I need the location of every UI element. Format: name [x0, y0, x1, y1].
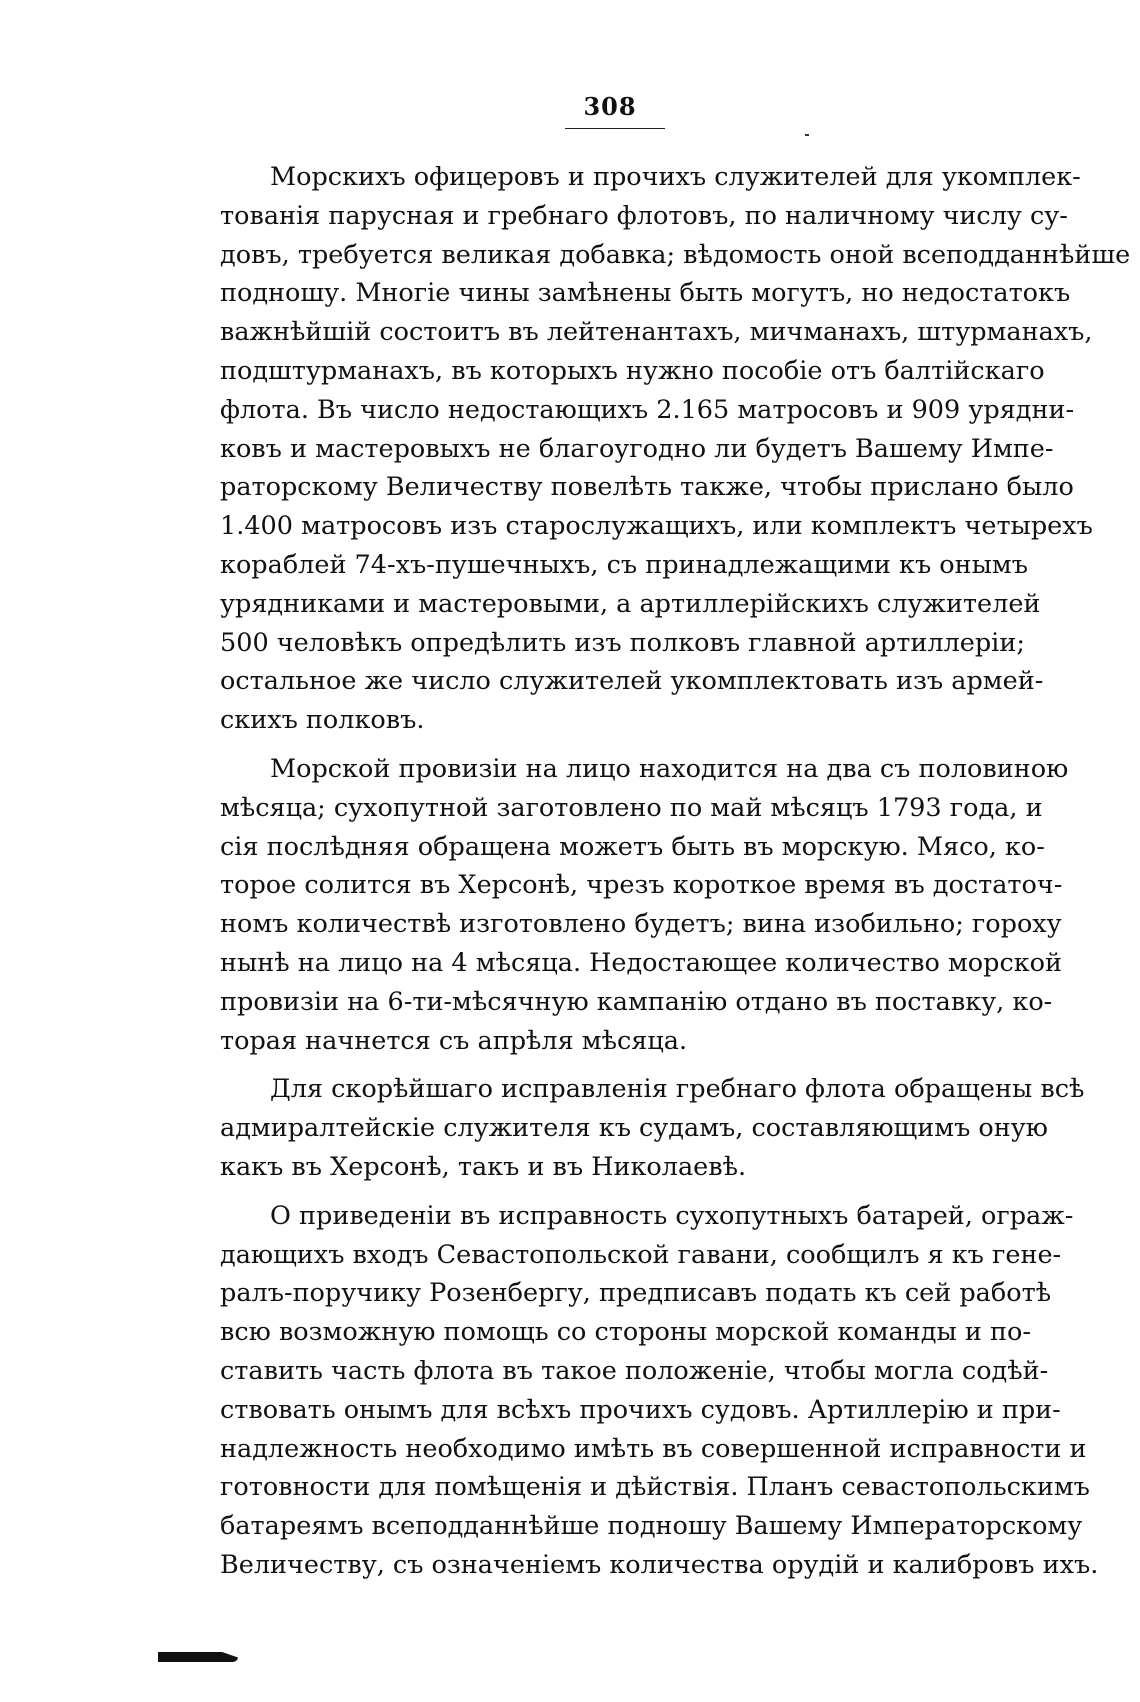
paragraph-1-line: раторскому Величеству повелѣть также, чтобы прислано было — [220, 472, 1074, 503]
paragraph-1-line: довъ, требуется великая добавка; вѣдомость оной всеподданнѣйше — [220, 239, 1131, 270]
paragraph-1-line: ковъ и мастеровыхъ не благоугодно ли будетъ Вашему Импе- — [220, 433, 1054, 464]
paragraph-1-line: флота. Въ число недостающихъ 2.165 матросовъ и 909 урядни- — [220, 394, 1075, 425]
paragraph-1-line: подштурманахъ, въ которыхъ нужно пособіе отъ балтійскаго — [220, 355, 1045, 386]
print-speck — [805, 134, 809, 136]
paragraph-2-line: сія послѣдняя обращена можетъ быть въ морскую. Мясо, ко- — [220, 831, 1045, 862]
paragraph-4-line: батареямъ всеподданнѣйше подношу Вашему Императорскому — [220, 1511, 1083, 1542]
paragraph-4-line: надлежность необходимо имѣть въ совершенной исправности и — [220, 1433, 1087, 1464]
paragraph-4-line: дающихъ входъ Севастопольской гавани, сообщилъ я къ гене- — [220, 1239, 1062, 1270]
page-number-rule — [565, 128, 665, 129]
paragraph-2-line: Морской провизіи на лицо находится на два съ половиною — [270, 753, 1069, 784]
paragraph-1-line: важнѣйшій состоитъ въ лейтенантахъ, мичманахъ, штурманахъ, — [220, 317, 1093, 348]
paragraph-4-line: О приведеніи въ исправность сухопутныхъ батарей, ограж- — [270, 1200, 1074, 1231]
paragraph-1-line: подношу. Многіе чины замѣнены быть могутъ, но недостатокъ — [220, 278, 1071, 309]
paragraph-4-line: ствовать онымъ для всѣхъ прочихъ судовъ. Артиллерію и при- — [220, 1394, 1061, 1425]
paragraph-2-line: мѣсяца; сухопутной заготовлено по май мѣсяцъ 1793 года, и — [220, 792, 1043, 823]
paragraph-4-line: готовности для помѣщенія и дѣйствія. Планъ севастопольскимъ — [220, 1472, 1090, 1503]
paragraph-1-line: скихъ полковъ. — [220, 705, 425, 736]
paragraph-3-line: адмиралтейскіе служителя къ судамъ, составляющимъ оную — [220, 1113, 1048, 1144]
paragraph-2-line: торая начнется съ апрѣля мѣсяца. — [220, 1025, 688, 1056]
printer-mark — [158, 1652, 238, 1662]
paragraph-2-line: номъ количествѣ изготовлено будетъ; вина изобильно; гороху — [220, 909, 1062, 940]
paragraph-4-line: Величеству, съ означеніемъ количества орудій и калибровъ ихъ. — [220, 1549, 1099, 1580]
paragraph-1-line: Морскихъ офицеровъ и прочихъ служителей для укомплек- — [270, 162, 1081, 192]
paragraph-gap — [220, 1060, 1010, 1070]
paragraph-1-line: 1.400 матросовъ изъ старослужащихъ, или комплектъ четырехъ — [220, 511, 1093, 542]
paragraph-4-line: всю возможную помощь со стороны морской команды и по- — [220, 1317, 1031, 1348]
page-number: 308 — [583, 92, 637, 121]
paragraph-2-line: нынѣ на лицо на 4 мѣсяца. Недостающее количество морской — [220, 947, 1063, 978]
paragraph-1-line: 500 человѣкъ опредѣлить изъ полковъ главной артиллеріи; — [220, 627, 1025, 658]
paragraph-3-line: какъ въ Херсонѣ, такъ и въ Николаевѣ. — [220, 1151, 747, 1182]
paragraph-1-line: кораблей 74-хъ-пушечныхъ, съ принадлежащими къ онымъ — [220, 549, 1028, 580]
paragraph-2-line: торое солится въ Херсонѣ, чрезъ короткое время въ достаточ- — [220, 870, 1063, 901]
paragraph-1-line: остальное же число служителей укомплектовать изъ армей- — [220, 666, 1044, 697]
body-text — [220, 158, 1131, 1585]
paragraph-4-line: ралъ-поручику Розенбергу, предписавъ подать къ сей работѣ — [220, 1278, 1052, 1309]
paragraph-gap — [220, 1187, 1010, 1197]
paragraph-gap — [220, 740, 1010, 750]
paragraph-2-line: провизіи на 6-ти-мѣсячную кампанію отдано въ поставку, ко- — [220, 986, 1053, 1017]
paragraph-3-line: Для скорѣйшаго исправленія гребнаго флота обращены всѣ — [270, 1074, 1085, 1105]
paragraph-1-line: тованія парусная и гребнаго флотовъ, по наличному числу су- — [220, 200, 1068, 231]
paragraph-4-line: ставить часть флота въ такое положеніе, чтобы могла содѣй- — [220, 1355, 1049, 1386]
paragraph-1-line: урядниками и мастеровыми, а артиллерійскихъ служителей — [220, 588, 1041, 619]
